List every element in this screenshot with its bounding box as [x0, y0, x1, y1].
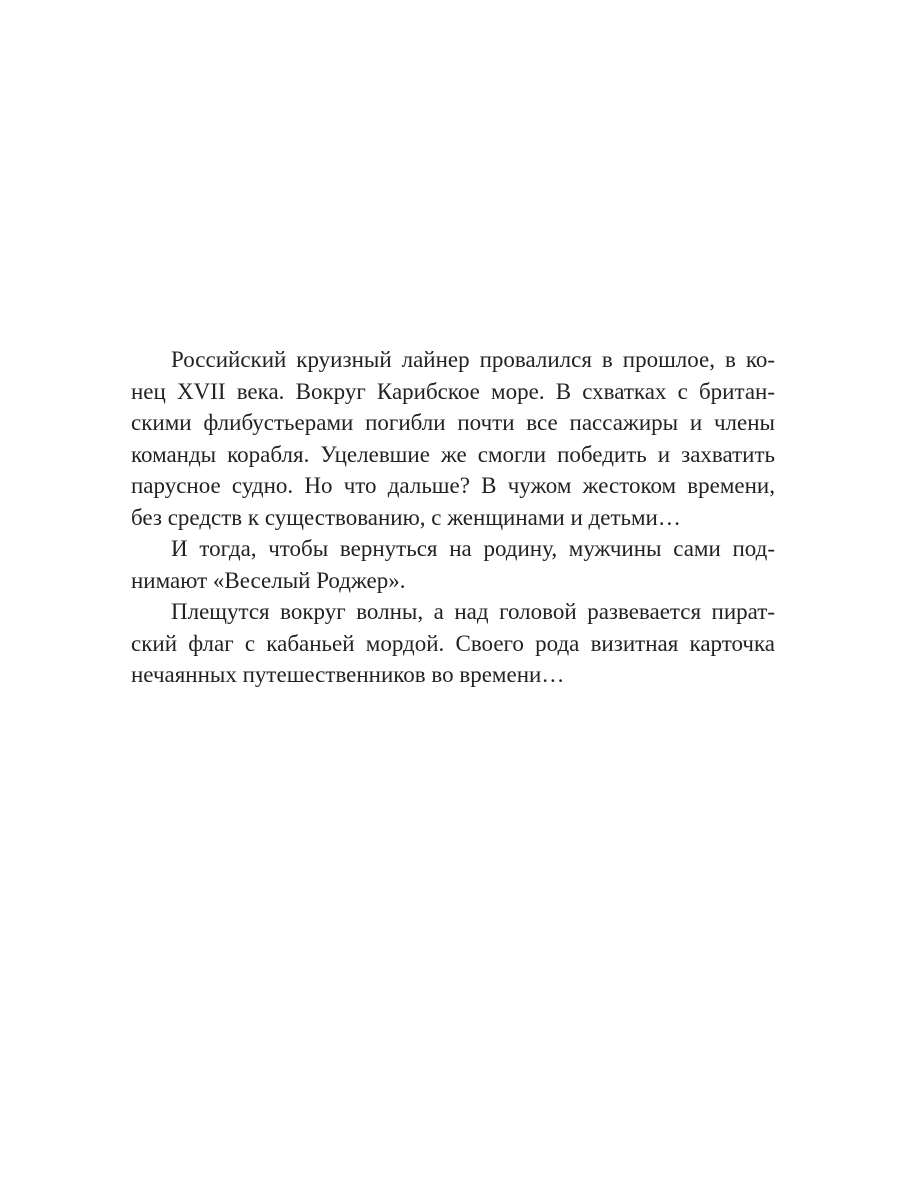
annotation-text	[131, 344, 775, 691]
paragraph-1	[131, 344, 775, 533]
text-line: нимают «Веселый Роджер».	[131, 567, 406, 593]
text-line: ский флаг с кабаньей мордой. Своего рода визитная карточка	[131, 630, 775, 656]
text-line: скими флибустьерами погибли почти все пассажиры и члены	[131, 410, 775, 435]
text-line: парусное судно. Но что дальше? В чужом жестоком времени,	[131, 473, 775, 498]
text-line: нечаянных путешественников во времени…	[131, 662, 565, 687]
text-line: нец XVII века. Вокруг Карибское море. В схватках с британ-	[131, 378, 775, 404]
text-line: Плещутся вокруг волны, а над головой развевается пират-	[171, 599, 775, 624]
paragraph-2	[131, 533, 775, 596]
paragraph-3	[131, 596, 775, 691]
text-line: без средств к существованию, с женщинами и детьми…	[131, 504, 681, 530]
text-line: команды корабля. Уцелевшие же смогли победить и захватить	[131, 441, 775, 467]
text-line: Российский круизный лайнер провалился в прошлое, в ко-	[171, 347, 775, 372]
text-line: И тогда, чтобы вернуться на родину, мужчины сами под-	[171, 536, 775, 561]
